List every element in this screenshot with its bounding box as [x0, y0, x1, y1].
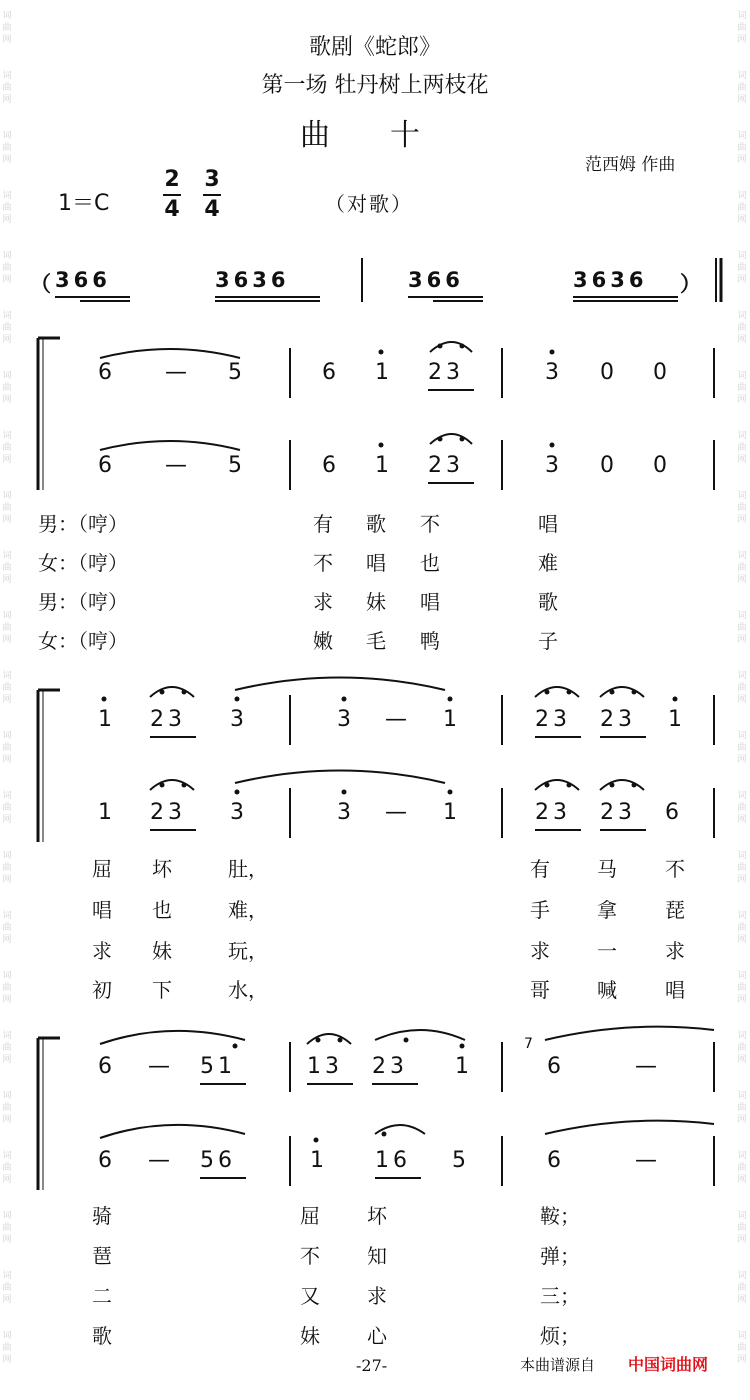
lyric: 骑 [92, 1204, 112, 1228]
lyric-singer: 男：（哼） [38, 590, 128, 614]
key-signature: 1＝C [58, 191, 110, 216]
watermark-glyph: 词 曲 网 [737, 1331, 747, 1365]
slur [535, 687, 579, 697]
intro-close-paren: ） [680, 272, 705, 296]
note: — [385, 800, 407, 825]
octave-dot [460, 437, 465, 442]
lyric: 鸭 [420, 629, 440, 653]
watermark-glyph: 词 曲 网 [737, 1271, 747, 1305]
lyric: 也 [152, 898, 172, 922]
octave-dot [438, 437, 443, 442]
note: — [148, 1054, 170, 1079]
octave-dot [379, 350, 384, 355]
watermark-glyph: 词 曲 网 [2, 731, 12, 765]
slur [535, 780, 579, 790]
watermark-glyph: 词 曲 网 [2, 1211, 12, 1245]
slur [235, 678, 445, 691]
lyric: 妹 [366, 590, 386, 614]
watermark-glyph: 词 曲 网 [737, 1151, 747, 1185]
slur [100, 1125, 245, 1138]
watermark-glyph: 词 曲 网 [737, 131, 747, 165]
octave-dot [550, 443, 555, 448]
note-pair: 23 [600, 707, 636, 732]
lyric: 歌 [366, 512, 386, 536]
lyric: 二 [92, 1284, 112, 1308]
note: — [165, 453, 187, 478]
watermark-glyph: 词 曲 网 [737, 11, 747, 45]
lyric: 不 [420, 512, 440, 536]
lyric: 水， [228, 978, 268, 1002]
watermark-glyph: 词 曲 网 [737, 851, 747, 885]
octave-dot [673, 697, 678, 702]
watermark-glyph: 词 曲 网 [737, 71, 747, 105]
watermark-glyph: 词 曲 网 [2, 431, 12, 465]
slur [545, 1121, 714, 1134]
note-pair: 23 [372, 1054, 408, 1079]
watermark-glyph: 词 曲 网 [737, 251, 747, 285]
note: — [635, 1054, 657, 1079]
lyric: 哥 [530, 978, 550, 1002]
note: 3 [337, 800, 351, 825]
lyric: 不 [313, 551, 333, 575]
lyric: 屈 [300, 1204, 320, 1228]
lyric: 求 [92, 939, 112, 963]
note: 6 [547, 1148, 561, 1173]
watermark-glyph: 词 曲 网 [2, 1091, 12, 1125]
lyric: 妹 [300, 1324, 320, 1348]
watermark-glyph: 词 曲 网 [2, 251, 12, 285]
octave-dot [102, 697, 107, 702]
note: 1 [98, 800, 112, 825]
note: 0 [653, 360, 667, 385]
octave-dot [448, 790, 453, 795]
time-sig-denominator: 4 [164, 197, 180, 222]
note: 6 [665, 800, 679, 825]
note-pair: 23 [535, 707, 571, 732]
note: 1 [375, 453, 389, 478]
slur [100, 1031, 245, 1044]
octave-dot [182, 690, 187, 695]
octave-dot [233, 1044, 238, 1049]
watermark-glyph: 词 曲 网 [737, 311, 747, 345]
watermark-glyph: 词 曲 网 [2, 851, 12, 885]
composer-credit: 范西姆 作曲 [585, 155, 676, 175]
watermark-glyph: 词 曲 网 [737, 1091, 747, 1125]
lyric: 求 [665, 939, 685, 963]
lyric: 也 [420, 551, 440, 575]
lyric-singer: 女：（哼） [38, 629, 128, 653]
style-marking: （对歌） [325, 192, 413, 216]
watermark-glyph: 词 曲 网 [2, 611, 12, 645]
octave-dot [382, 1132, 387, 1137]
note: 1 [668, 707, 682, 732]
octave-dot [545, 690, 550, 695]
watermark-glyph: 词 曲 网 [2, 191, 12, 225]
note: 3 [230, 800, 244, 825]
note: — [635, 1148, 657, 1173]
note-pair: 23 [428, 453, 464, 478]
slur [600, 780, 644, 790]
note-pair: 23 [150, 707, 186, 732]
slur [150, 780, 194, 790]
octave-dot [567, 783, 572, 788]
time-sig-numerator: 2 [164, 167, 180, 192]
watermark-glyph: 词 曲 网 [737, 611, 747, 645]
note-pair: 23 [535, 800, 571, 825]
octave-dot [314, 1138, 319, 1143]
note-pair: 51 [200, 1054, 236, 1079]
octave-dot [235, 697, 240, 702]
lyric: 手 [530, 898, 550, 922]
lyric: 玩， [228, 939, 268, 963]
lyric: 求 [367, 1284, 387, 1308]
slur [150, 687, 194, 697]
octave-dot [610, 690, 615, 695]
watermark-glyph: 词 曲 网 [737, 671, 747, 705]
octave-dot [160, 783, 165, 788]
note-pair: 56 [200, 1148, 236, 1173]
lyric-singer: 男：（哼） [38, 512, 128, 536]
octave-dot [545, 783, 550, 788]
note: 1 [443, 800, 457, 825]
octave-dot [550, 350, 555, 355]
note: 6 [98, 1148, 112, 1173]
lyric: 一 [597, 939, 617, 963]
slur [430, 342, 472, 352]
watermark-glyph: 词 曲 网 [2, 71, 12, 105]
lyric: 不 [300, 1244, 320, 1268]
slur [600, 687, 644, 697]
slur [307, 1034, 351, 1044]
lyric: 有 [530, 857, 550, 881]
lyric: 烦； [540, 1324, 580, 1348]
intro-group: 366 [55, 268, 111, 292]
lyric: 唱 [538, 512, 558, 536]
octave-dot [460, 1044, 465, 1049]
watermark-glyph: 词 曲 网 [737, 1031, 747, 1065]
lyric: 三； [540, 1284, 580, 1308]
lyric: 唱 [665, 978, 685, 1002]
slur [430, 434, 472, 444]
octave-dot [632, 690, 637, 695]
octave-dot [338, 1038, 343, 1043]
lyric: 子 [538, 629, 558, 653]
note: 1 [375, 360, 389, 385]
lyric: 鞍； [540, 1204, 580, 1228]
opera-title: 歌剧《蛇郎》 [308, 35, 441, 60]
lyric: 知 [367, 1244, 387, 1268]
page-number: -27- [356, 1356, 388, 1375]
note: 6 [322, 453, 336, 478]
slur [100, 441, 240, 450]
watermark-glyph: 词 曲 网 [2, 671, 12, 705]
watermark-glyph: 词 曲 网 [2, 1031, 12, 1065]
lyric: 求 [530, 939, 550, 963]
watermark-glyph: 词 曲 网 [2, 311, 12, 345]
watermark-glyph: 词 曲 网 [737, 911, 747, 945]
note: 5 [452, 1148, 466, 1173]
lyric: 不 [665, 857, 685, 881]
watermark-glyph: 词 曲 网 [2, 1271, 12, 1305]
octave-dot [342, 790, 347, 795]
lyric: 马 [597, 857, 617, 881]
note: 1 [98, 707, 112, 732]
lyric: 又 [300, 1284, 320, 1308]
note: 1 [443, 707, 457, 732]
watermark-glyph: 词 曲 网 [2, 1331, 12, 1365]
lyric: 弹； [540, 1244, 580, 1268]
note: 6 [98, 453, 112, 478]
note: 5 [228, 453, 242, 478]
note: 5 [228, 360, 242, 385]
lyric: 难 [538, 551, 558, 575]
note-pair: 23 [600, 800, 636, 825]
time-sig-numerator: 3 [204, 167, 220, 192]
octave-dot [438, 344, 443, 349]
lyric: 心 [367, 1324, 387, 1348]
watermark-glyph: 词 曲 网 [737, 551, 747, 585]
source-label: 本曲谱源自 [520, 1356, 596, 1374]
watermark-glyph: 词 曲 网 [2, 11, 12, 45]
watermark-glyph: 词 曲 网 [2, 491, 12, 525]
lyric: 屈 [92, 857, 112, 881]
lyric: 唱 [366, 551, 386, 575]
note: 0 [600, 360, 614, 385]
octave-dot [160, 690, 165, 695]
slur [100, 349, 240, 358]
watermark-glyph: 词 曲 网 [2, 971, 12, 1005]
watermark-glyph: 词 曲 网 [2, 131, 12, 165]
lyric: 妹 [152, 939, 172, 963]
note-pair: 23 [428, 360, 464, 385]
lyric: 歌 [92, 1324, 112, 1348]
intro-group: 366 [408, 268, 464, 292]
octave-dot [379, 443, 384, 448]
watermark-glyph: 词 曲 网 [2, 911, 12, 945]
lyric: 初 [92, 978, 112, 1002]
intro-open-paren: （ [30, 272, 55, 296]
slur [545, 1027, 714, 1040]
octave-dot [610, 783, 615, 788]
note: — [165, 360, 187, 385]
source-site-link[interactable]: 中国词曲网 [628, 1355, 709, 1374]
note: 6 [547, 1054, 561, 1079]
note: 3 [545, 453, 559, 478]
octave-dot [316, 1038, 321, 1043]
watermark-glyph: 词 曲 网 [2, 551, 12, 585]
lyric-singer: 女：（哼） [38, 551, 128, 575]
note: 0 [653, 453, 667, 478]
note: 3 [545, 360, 559, 385]
lyric: 有 [313, 512, 333, 536]
note: 6 [322, 360, 336, 385]
lyric: 歌 [538, 590, 558, 614]
lyric: 下 [152, 978, 172, 1002]
grace-note: 7 [524, 1036, 533, 1052]
note: 1 [455, 1054, 469, 1079]
lyric: 琵 [665, 898, 685, 922]
intro-group: 3636 [215, 268, 290, 292]
scene-title: 第一场 牡丹树上两枝花 [261, 73, 489, 98]
octave-dot [342, 697, 347, 702]
watermark-glyph: 词 曲 网 [2, 791, 12, 825]
watermark-glyph: 词 曲 网 [737, 491, 747, 525]
octave-dot [460, 344, 465, 349]
lyric: 喊 [597, 978, 617, 1002]
watermark-glyph: 词 曲 网 [737, 731, 747, 765]
octave-dot [404, 1038, 409, 1043]
piece-title: 曲十 [300, 118, 480, 153]
note: 3 [337, 707, 351, 732]
octave-dot [632, 783, 637, 788]
note: 0 [600, 453, 614, 478]
note-pair: 23 [150, 800, 186, 825]
watermark-glyph: 词 曲 网 [737, 971, 747, 1005]
lyric: 毛 [366, 629, 386, 653]
note: 1 [310, 1148, 324, 1173]
lyric: 嫩 [313, 629, 333, 653]
intro-group: 3636 [573, 268, 648, 292]
lyric: 琶 [92, 1244, 112, 1268]
time-sig-denominator: 4 [204, 197, 220, 222]
note: — [148, 1148, 170, 1173]
note: — [385, 707, 407, 732]
lyric: 拿 [597, 898, 617, 922]
slur [235, 771, 445, 784]
octave-dot [567, 690, 572, 695]
watermark-glyph: 词 曲 网 [2, 1151, 12, 1185]
watermark-glyph: 词 曲 网 [737, 371, 747, 405]
lyric: 难， [228, 898, 268, 922]
watermark-glyph: 词 曲 网 [737, 431, 747, 465]
note: 6 [98, 360, 112, 385]
note: 6 [98, 1054, 112, 1079]
watermark-glyph: 词 曲 网 [737, 1211, 747, 1245]
lyric: 求 [313, 590, 333, 614]
lyric: 肚， [228, 857, 268, 881]
note-pair: 16 [375, 1148, 411, 1173]
lyric: 唱 [92, 898, 112, 922]
note: 3 [230, 707, 244, 732]
note-pair: 13 [307, 1054, 343, 1079]
watermark-glyph: 词 曲 网 [737, 791, 747, 825]
lyric: 唱 [420, 590, 440, 614]
lyric: 坏 [367, 1204, 387, 1228]
watermark-glyph: 词 曲 网 [737, 191, 747, 225]
lyric: 坏 [152, 857, 172, 881]
slur [375, 1030, 465, 1040]
octave-dot [182, 783, 187, 788]
octave-dot [235, 790, 240, 795]
octave-dot [448, 697, 453, 702]
watermark-glyph: 词 曲 网 [2, 371, 12, 405]
